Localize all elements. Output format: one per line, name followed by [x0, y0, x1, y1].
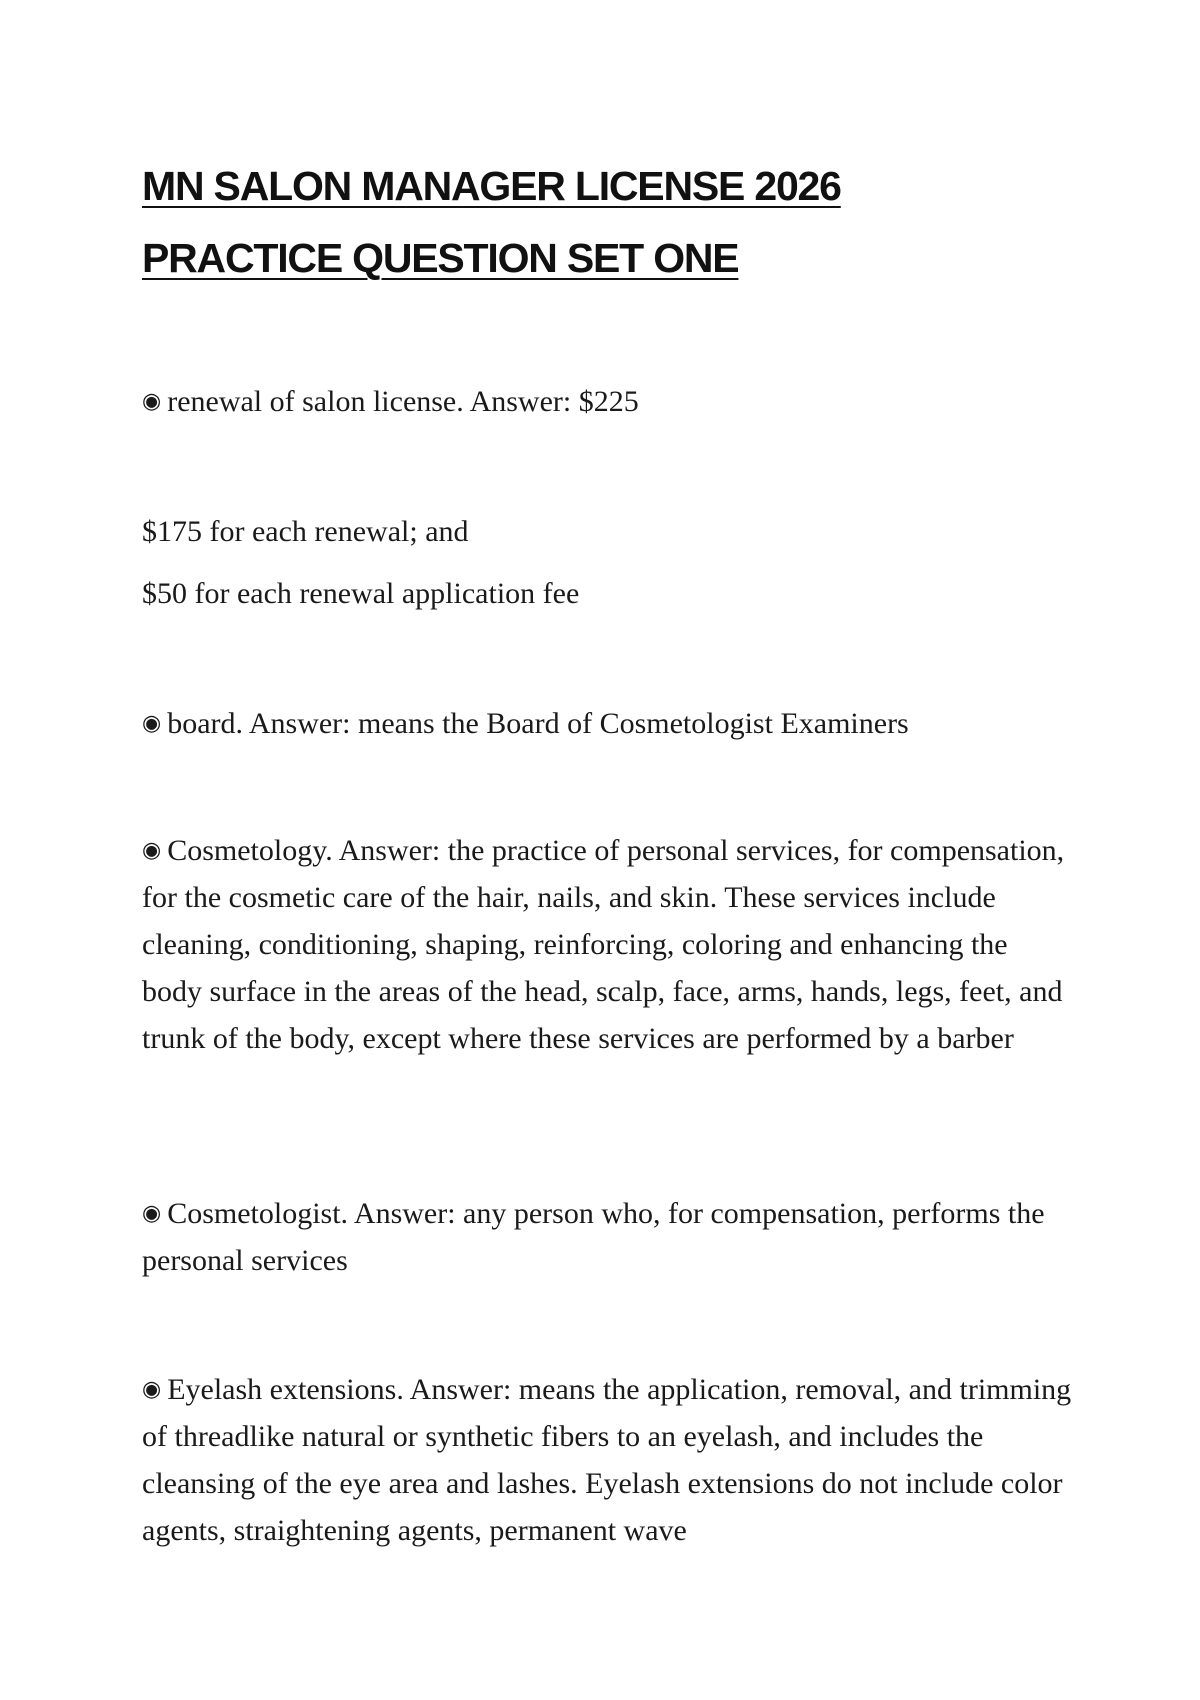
- title-line-2: PRACTICE QUESTION SET ONE: [142, 235, 739, 281]
- radio-bullet-icon: ◉: [142, 711, 162, 736]
- radio-bullet-icon: ◉: [142, 838, 162, 863]
- question-item-cosmetologist: [142, 1190, 1072, 1284]
- detail-text: $175 for each renewal; and: [142, 515, 469, 548]
- detail-line-application-fee: [142, 570, 1072, 617]
- radio-bullet-icon: ◉: [142, 1201, 162, 1226]
- question-item-eyelash-extensions: [142, 1366, 1072, 1554]
- document-title: [142, 150, 1042, 294]
- question-text: Cosmetology. Answer: the practice of personal services, for compensation, for the cosmetic care of the hair, nails, and skin. These services include cleaning, conditioning, shaping, reinforcing, coloring and enhancing the body surface in the areas of the head, scalp, face, arms, hands, legs, feet, and trunk of the body, except where these services are performed by a barber: [142, 834, 1065, 1055]
- question-text: Cosmetologist. Answer: any person who, for compensation, performs the personal services: [142, 1197, 1045, 1277]
- question-text: board. Answer: means the Board of Cosmetologist Examiners: [167, 707, 909, 740]
- title-line-1: MN SALON MANAGER LICENSE 2026: [142, 163, 841, 209]
- radio-bullet-icon: ◉: [142, 389, 162, 414]
- question-text: Eyelash extensions. Answer: means the application, removal, and trimming of threadlike natural or synthetic fibers to an eyelash, and includes the cleansing of the eye area and lashes. Eyelash extensions do not include color agents, straightening agents, permanent wave: [142, 1373, 1072, 1547]
- radio-bullet-icon: ◉: [142, 1377, 162, 1402]
- question-item-board: [142, 700, 1072, 747]
- question-text: renewal of salon license. Answer: $225: [167, 385, 639, 418]
- detail-line-renewal-fee: [142, 508, 1072, 555]
- question-item-cosmetology: [142, 827, 1072, 1062]
- detail-text: $50 for each renewal application fee: [142, 577, 580, 610]
- question-item-salon-renewal: [142, 378, 1072, 425]
